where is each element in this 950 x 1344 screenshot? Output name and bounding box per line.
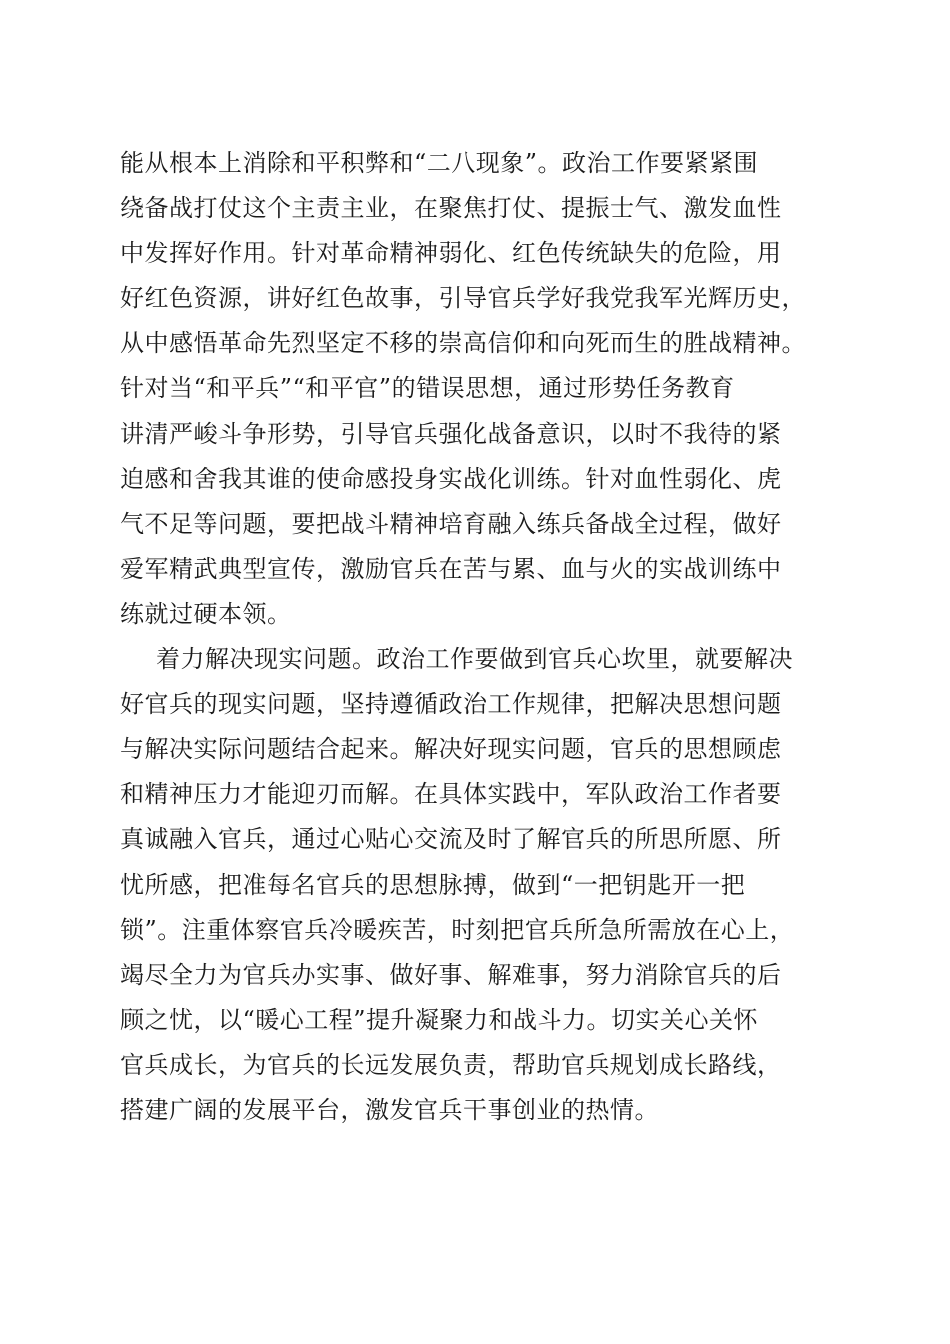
text-line: 顾之忧，以“暖心工程”提升凝聚力和战斗力。切实关心关怀 bbox=[120, 1005, 759, 1034]
text-line: 中发挥好作用。针对革命精神弱化、红色传统缺失的危险，用 bbox=[120, 239, 782, 268]
paragraph-1 bbox=[120, 141, 840, 637]
text-line: 爱军精武典型宣传，激励官兵在苦与累、血与火的实战训练中 bbox=[120, 554, 782, 583]
text-line: 好红色资源，讲好红色故事，引导官兵学好我党我军光辉历史， bbox=[120, 284, 806, 313]
text-line: 气不足等问题，要把战斗精神培育融入练兵备战全过程，做好 bbox=[120, 509, 782, 538]
text-line: 好官兵的现实问题，坚持遵循政治工作规律，把解决思想问题 bbox=[120, 690, 782, 719]
text-line: 绕备战打仗这个主责主业，在聚焦打仗、提振士气、激发血性 bbox=[120, 194, 782, 223]
text-line: 迫感和舍我其谁的使命感投身实战化训练。针对血性弱化、虎 bbox=[120, 464, 782, 493]
text-line: 针对当“和平兵”“和平官”的错误思想，通过形势任务教育 bbox=[120, 374, 735, 403]
text-line: 搭建广阔的发展平台，激发官兵干事创业的热情。 bbox=[120, 1095, 659, 1124]
paragraph-2 bbox=[120, 637, 840, 1133]
text-line: 练就过硬本领。 bbox=[120, 599, 292, 628]
text-line: 真诚融入官兵，通过心贴心交流及时了解官兵的所思所愿、所 bbox=[120, 825, 782, 854]
text-line: 从中感悟革命先烈坚定不移的崇高信仰和向死而生的胜战精神。 bbox=[120, 329, 806, 358]
text-line: 锁”。注重体察官兵冷暖疾苦，时刻把官兵所急所需放在心上， bbox=[120, 915, 795, 944]
text-line: 竭尽全力为官兵办实事、做好事、解难事，努力消除官兵的后 bbox=[120, 960, 782, 989]
body-text bbox=[120, 141, 840, 1133]
text-line: 着力解决现实问题。政治工作要做到官兵心坎里，就要解决 bbox=[156, 645, 793, 674]
text-line: 能从根本上消除和平积弊和“二八现象”。政治工作要紧紧围 bbox=[120, 149, 759, 177]
text-line: 和精神压力才能迎刃而解。在具体实践中，军队政治工作者要 bbox=[120, 780, 782, 809]
text-line: 官兵成长，为官兵的长远发展负责，帮助官兵规划成长路线， bbox=[120, 1050, 782, 1079]
text-line: 讲清严峻斗争形势，引导官兵强化战备意识，以时不我待的紧 bbox=[120, 419, 782, 448]
text-line: 忧所感，把准每名官兵的思想脉搏，做到“一把钥匙开一把 bbox=[120, 870, 746, 899]
text-line: 与解决实际问题结合起来。解决好现实问题，官兵的思想顾虑 bbox=[120, 735, 782, 764]
